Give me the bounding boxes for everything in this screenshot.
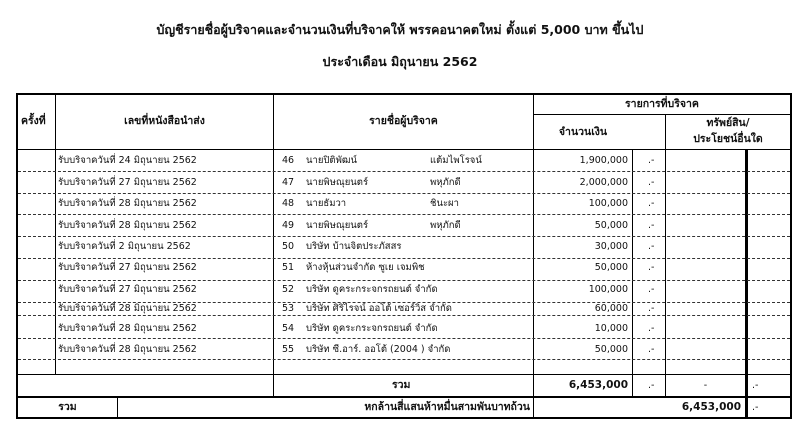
row-separator [18,258,790,259]
header-bottom-border [16,149,792,150]
row-amount: 60,000 [594,303,628,314]
row-amount: 100,000 [588,198,628,209]
row-donor-name: นายปิติพัฒน์ [306,155,357,166]
row-received-date: รับบริจาควันที่ 28 มิถุนายน 2562 [58,344,197,355]
row-separator [18,315,790,316]
row-separator [18,214,790,215]
subtotal-assets-dot: .- [752,380,759,391]
row-amount: 100,000 [588,284,628,295]
row-doc-number: 53 [282,303,295,314]
header-round: ครั้งที่ [21,115,46,127]
header-assets-line1: ทรัพย์สิน/ [706,117,750,129]
row-donor-name: นายพิษณุยนตร์ [306,177,369,188]
total-label: รวม [58,401,77,413]
row-received-date: รับบริจาควันที่ 27 มิถุนายน 2562 [58,262,197,273]
row-amount: 50,000 [594,344,628,355]
col-divider-amount [665,114,666,397]
document-title: บัญชีรายชื่อผู้บริจาคและจำนวนเงินที่บริจาคให้ พรรคอนาคตใหม่ ตั้งแต่ 5,000 บาท ขึ้นไป [156,22,644,37]
row-amount-dot: .- [648,284,655,295]
table-right-border [790,93,792,418]
row-received-date: รับบริจาควันที่ 28 มิถุนายน 2562 [58,323,197,334]
row-doc-number: 52 [282,284,295,295]
row-amount: 2,000,000 [579,177,628,188]
row-amount: 50,000 [594,262,628,273]
row-amount-dot: .- [648,155,655,166]
col-divider-assets-thick [745,149,748,418]
total-amount-words: หกล้านสี่แสนห้าหมื่นสามพันบาทถ้วน [364,401,530,413]
row-doc-number: 51 [282,262,295,273]
total-dot: .- [752,402,759,413]
row-doc-number: 46 [282,155,295,166]
row-received-date: รับบริจาควันที่ 27 มิถุนายน 2562 [58,177,197,188]
row-donor-name: บริษัท ดูคระกระจกรถยนต์ จำกัด [306,284,438,295]
row-amount: 10,000 [594,323,628,334]
subtotal-assets: - [703,380,708,391]
row-received-date: รับบริจาควันที่ 28 มิถุนายน 2562 [58,303,197,314]
table-bottom-border [16,417,792,419]
table-top-border [16,93,792,95]
row-received-date: รับบริจาควันที่ 28 มิถุนายน 2562 [58,198,197,209]
subtotal-bottom-border [16,396,792,398]
row-donor-surname: แต้มไพโรจน์ [430,155,482,166]
row-separator [18,193,790,194]
row-received-date: รับบริจาควันที่ 24 มิถุนายน 2562 [58,155,197,166]
row-amount: 50,000 [594,220,628,231]
row-amount-dot: .- [648,198,655,209]
row-donor-surname: พหุภักดี [430,177,461,188]
header-doc-no: เลขที่หนังสือนำส่ง [124,115,205,127]
row-amount-dot: .- [648,323,655,334]
row-donor-name: ห้างหุ้นส่วนจำกัด ซูเย เจมพิช [306,262,425,273]
row-received-date: รับบริจาควันที่ 27 มิถุนายน 2562 [58,284,197,295]
row-amount-dot: .- [648,262,655,273]
total-amount: 6,453,000 [681,401,741,413]
header-amount: จำนวนเงิน [558,126,608,138]
row-doc-number: 50 [282,241,295,252]
header-assets-line2: ประโยชน์อื่นใด [693,133,763,145]
document-subtitle: ประจำเดือน มิถุนายน 2562 [322,54,478,69]
row-donor-name: นายพิษณุยนตร์ [306,220,369,231]
row-separator [18,338,790,339]
col-divider-docno [273,93,274,397]
col-divider-donor [533,93,534,418]
row-donor-name: บริษัท ซี.อาร์. ออโต้ (2004 ) จำกัด [306,344,451,355]
row-donor-name: บริษัท ศิริไรจน์ ออโต้ เซอร์วิส จำกัด [306,303,452,314]
header-items: รายการที่บริจาค [625,98,699,110]
row-separator [18,280,790,281]
row-separator [18,236,790,237]
row-separator [18,359,790,360]
row-amount-dot: .- [648,344,655,355]
row-donor-surname: พหุภักดี [430,220,461,231]
row-amount-dot: .- [648,303,655,314]
subtotal-dot: .- [648,380,655,391]
header-donor: รายชื่อผู้บริจาค [369,115,438,127]
subtotal-label: รวม [392,379,411,391]
row-amount-dot: .- [648,220,655,231]
row-received-date: รับบริจาควันที่ 28 มิถุนายน 2562 [58,220,197,231]
row-donor-name: นายธัมวา [306,198,347,209]
row-separator [18,171,790,172]
row-amount-dot: .- [648,241,655,252]
table-left-border [16,93,18,418]
row-received-date: รับบริจาควันที่ 2 มิถุนายน 2562 [58,241,191,252]
row-donor-surname: ชินะผา [430,198,459,209]
row-donor-name: บริษัท ดูคระกระจกรถยนต์ จำกัด [306,323,438,334]
subtotal-top-border [16,374,792,375]
subtotal-amount: 6,453,000 [568,379,628,391]
row-amount-dot: .- [648,177,655,188]
row-amount: 30,000 [594,241,628,252]
row-doc-number: 48 [282,198,295,209]
row-doc-number: 54 [282,323,295,334]
row-donor-name: บริษัท บ้านจิตประภัสสร [306,241,402,252]
row-amount: 1,900,000 [579,155,628,166]
row-doc-number: 49 [282,220,295,231]
header-subdivider [533,114,792,115]
row-doc-number: 55 [282,344,295,355]
row-doc-number: 47 [282,177,295,188]
col-divider-round [55,93,56,374]
